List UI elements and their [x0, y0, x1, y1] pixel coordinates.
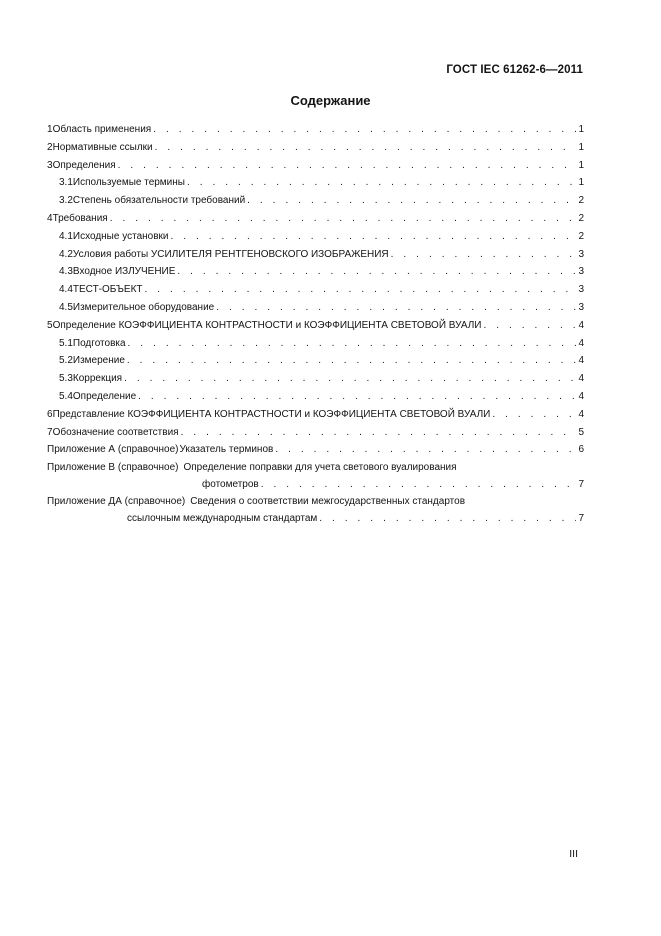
toc-item[interactable] — [47, 424, 584, 442]
toc-subitem[interactable] — [47, 370, 584, 388]
toc-item-title: ТЕСТ-ОБЪЕКТ — [72, 284, 143, 296]
toc-appendix[interactable] — [47, 493, 584, 527]
toc-item-title: Подготовка — [72, 337, 126, 349]
toc-item-number: 5 — [47, 319, 53, 331]
table-of-contents — [47, 121, 584, 527]
toc-item-title: Определение КОЭФФИЦИЕНТА КОНТРАСТНОСТИ и КОЭФФИЦИЕНТА СВЕТОВОЙ ВУАЛИ — [52, 319, 482, 331]
appendix-title-continued: ссылочным международным стандартам — [127, 513, 318, 525]
toc-item-number: 4.4 — [59, 284, 73, 296]
toc-item-number: 3.1 — [59, 177, 73, 189]
toc-item-title: Нормативные ссылки — [52, 141, 153, 153]
toc-item-number: 4.2 — [59, 248, 73, 260]
toc-item-number: 2 — [47, 141, 53, 153]
toc-item-number: 7 — [47, 426, 53, 438]
appendix-label: Приложение А (справочное) — [47, 444, 179, 456]
toc-item-title: Определения — [52, 159, 116, 171]
toc-leader-dots — [127, 352, 576, 370]
toc-item-page: 1 — [578, 177, 584, 189]
toc-item[interactable] — [47, 317, 584, 335]
appendix-title: Указатель терминов — [179, 444, 274, 456]
document-code: ГОСТ IEC 61262-6—2011 — [446, 64, 583, 76]
toc-item-page: 4 — [578, 355, 584, 367]
toc-item-page: 5 — [578, 426, 584, 438]
toc-item[interactable] — [47, 157, 584, 175]
toc-leader-dots — [483, 317, 576, 335]
toc-item-number: 5.2 — [59, 355, 73, 367]
toc-subitem[interactable] — [47, 335, 584, 353]
toc-item-title: Степень обязательности требований — [72, 195, 246, 207]
toc-item-number: 4 — [47, 212, 53, 224]
toc-leader-dots — [138, 388, 576, 406]
toc-item-number: 3.2 — [59, 195, 73, 207]
toc-leader-dots — [145, 281, 576, 299]
toc-item-title: Входное ИЗЛУЧЕНИЕ — [72, 266, 176, 278]
toc-subitem[interactable] — [47, 299, 584, 317]
toc-item-page: 7 — [578, 479, 584, 491]
toc-item-title: Требования — [52, 212, 108, 224]
toc-leader-dots — [319, 510, 576, 527]
toc-item-page: 4 — [578, 319, 584, 331]
toc-item-number: 1 — [47, 124, 53, 135]
appendix-title-continued: фотометров — [202, 479, 259, 491]
toc-item-page: 4 — [578, 390, 584, 402]
toc-item-number: 4.3 — [59, 266, 73, 278]
appendix-label: Приложение В (справочное) — [47, 462, 179, 474]
toc-leader-dots — [275, 441, 576, 459]
toc-leader-dots — [187, 174, 576, 192]
toc-subitem[interactable] — [47, 281, 584, 299]
toc-item-number: 3 — [47, 159, 53, 171]
toc-leader-dots — [181, 424, 576, 442]
page-number: III — [569, 848, 578, 860]
toc-item-title: Исходные установки — [72, 230, 169, 242]
toc-leader-dots — [128, 335, 576, 353]
page-title: Содержание — [290, 93, 371, 108]
toc-leader-dots — [155, 139, 576, 157]
toc-leader-dots — [391, 246, 576, 264]
toc-item-title: Измерительное оборудование — [72, 301, 215, 313]
toc-item-page: 3 — [578, 248, 584, 260]
toc-item-page: 4 — [578, 337, 584, 349]
toc-leader-dots — [177, 263, 576, 281]
toc-leader-dots — [118, 157, 576, 175]
toc-item-number: 4.1 — [59, 230, 73, 242]
toc-leader-dots — [492, 406, 576, 424]
toc-item[interactable] — [47, 210, 584, 228]
toc-item-page: 4 — [578, 408, 584, 420]
toc-item-page: 7 — [578, 513, 584, 525]
appendix-title: Сведения о соответствии межгосударственных стандартов — [190, 496, 466, 508]
toc-item[interactable] — [47, 139, 584, 157]
toc-item[interactable] — [47, 121, 584, 139]
toc-appendix[interactable] — [47, 459, 584, 493]
toc-item-page: 2 — [578, 195, 584, 207]
toc-leader-dots — [124, 370, 576, 388]
toc-item-title: Измерение — [72, 355, 125, 367]
toc-leader-dots — [261, 476, 576, 493]
toc-item[interactable] — [47, 406, 584, 424]
toc-item-page: 4 — [578, 373, 584, 385]
toc-subitem[interactable] — [47, 246, 584, 264]
appendix-title: Определение поправки для учета светового вуалирования — [183, 462, 457, 474]
toc-item-page: 3 — [578, 266, 584, 278]
toc-leader-dots — [110, 210, 576, 228]
toc-item-number: 5.4 — [59, 390, 73, 402]
toc-item-page: 1 — [578, 124, 584, 135]
toc-leader-dots — [153, 121, 576, 139]
toc-item-title: Условия работы УСИЛИТЕЛЯ РЕНТГЕНОВСКОГО ИЗОБРАЖЕНИЯ — [72, 248, 389, 260]
toc-subitem[interactable] — [47, 228, 584, 246]
toc-item-page: 2 — [578, 212, 584, 224]
appendix-label: Приложение ДА (справочное) — [47, 496, 186, 508]
toc-item-page: 6 — [578, 444, 584, 456]
toc-item-page: 3 — [578, 301, 584, 313]
toc-item-number: 6 — [47, 408, 53, 420]
toc-leader-dots — [216, 299, 576, 317]
toc-item-page: 3 — [578, 284, 584, 296]
toc-item-number: 5.1 — [59, 337, 73, 349]
toc-subitem[interactable] — [47, 174, 584, 192]
toc-item-title: Коррекция — [72, 373, 123, 385]
toc-subitem[interactable] — [47, 388, 584, 406]
toc-item-title: Область применения — [52, 124, 152, 135]
toc-item-number: 5.3 — [59, 373, 73, 385]
toc-item-title: Представление КОЭФФИЦИЕНТА КОНТРАСТНОСТИ и КОЭФФИЦИЕНТА СВЕТОВОЙ ВУАЛИ — [52, 408, 491, 420]
toc-item-page: 1 — [578, 159, 584, 171]
toc-leader-dots — [170, 228, 576, 246]
toc-leader-dots — [247, 192, 576, 210]
toc-item-page: 2 — [578, 230, 584, 242]
toc-item-title: Используемые термины — [72, 177, 185, 189]
toc-item-title: Обозначение соответствия — [52, 426, 179, 438]
toc-subitem[interactable] — [47, 352, 584, 370]
toc-appendix[interactable] — [47, 441, 584, 459]
toc-subitem[interactable] — [47, 263, 584, 281]
toc-item-title: Определение — [72, 390, 137, 402]
toc-item-number: 4.5 — [59, 301, 73, 313]
toc-item-page: 1 — [578, 141, 584, 153]
toc-subitem[interactable] — [47, 192, 584, 210]
